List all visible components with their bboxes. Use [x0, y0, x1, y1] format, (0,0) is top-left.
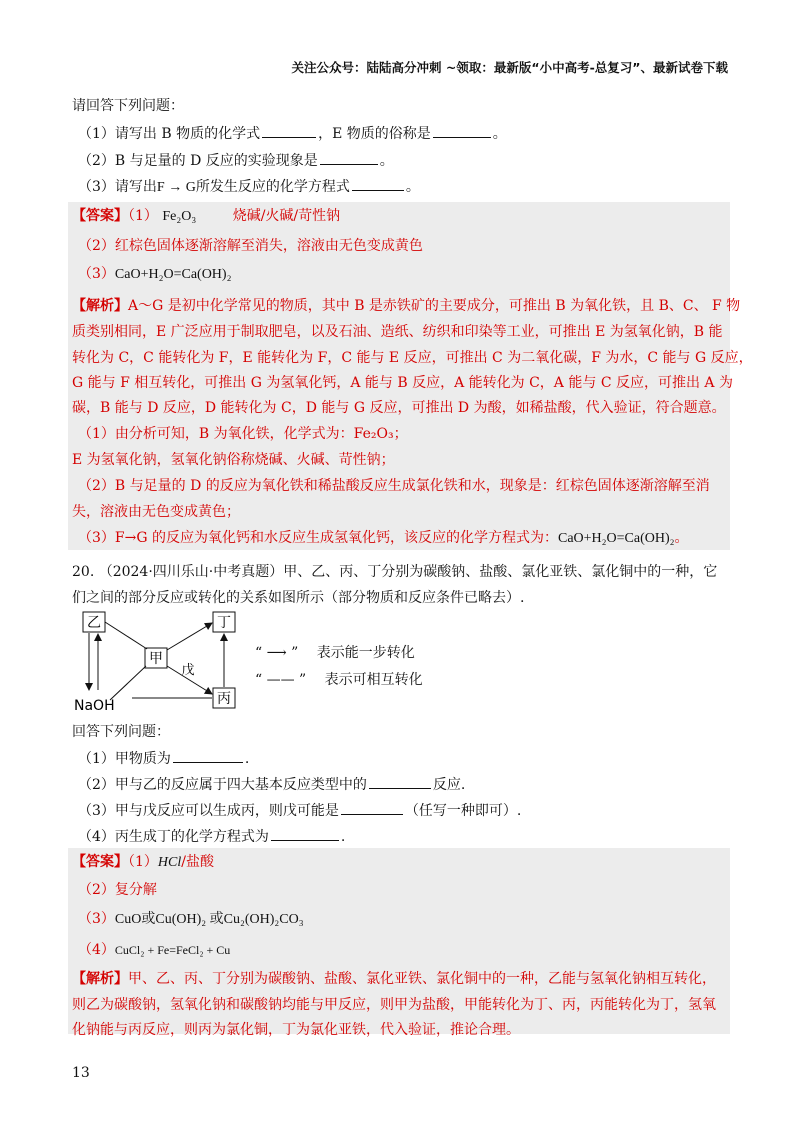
legend-line: “ —— ” 表示可相互转化: [255, 672, 423, 688]
q20-question-2: （2）甲与乙的反应属于四大基本反应类型中的 反应.: [78, 774, 465, 795]
label-naoh: NaOH: [74, 698, 115, 714]
q20-answer-1: 【答案】（1）HCl/盐酸: [72, 854, 214, 870]
q19-answer-2: （2）红棕色固体逐渐溶解至消失，溶液由无色变成黄色: [78, 238, 423, 254]
q20-answer-4: （4）CuCl₂ + Fe=FeCl₂ + Cu: [78, 942, 231, 958]
page-header: 关注公众号：陆陆高分冲刺 ~领取：最新版“小中高考-总复习”、最新试卷下载: [291, 60, 728, 75]
legend-arrow: “ ⟶ ” 表示能一步转化: [255, 645, 415, 661]
label-jia: 甲: [149, 651, 163, 667]
q19-analysis-line-3: 转化为 C，C 能转化为 F，E 能转化为 F，C 能与 E 反应，可推出 C 为二氧化碳，F 为水，C 能与 G 反应，: [72, 350, 753, 366]
q19-prompt: 请回答下列问题：: [72, 98, 184, 114]
q20-stem-line-2: 们之间的部分反应或转化的关系如图所示（部分物质和反应条件已略去）.: [72, 590, 525, 606]
q20-answer-2: （2）复分解: [78, 882, 157, 898]
q20-stem-line-1: 20. （2024·四川乐山·中考真题）甲、乙、丙、丁分别为碳酸钠、盐酸、氯化亚铁、氯化铜中的一种，它: [72, 564, 718, 580]
q20-analysis-line-2: 则乙为碳酸钠，氢氧化钠和碳酸钠均能与甲反应，则甲为盐酸，甲能转化为丁、丙，丙能转化为丁，氢氧: [72, 997, 716, 1013]
page-number: 13: [72, 1065, 90, 1081]
q19-answer-3: （3）CaO+H₂O=Ca(OH)₂: [78, 266, 232, 282]
q19-analysis-line-9: 失，溶液由无色变成黄色；: [72, 504, 240, 520]
q19-question-3: （3）请写出F → G所发生反应的化学方程式 。: [78, 176, 420, 198]
q19-analysis-line-10: （3）F→G 的反应为氧化钙和水反应生成氢氧化钙，该反应的化学方程式为：CaO+H₂O=Ca(OH)₂。: [78, 530, 689, 546]
q19-analysis-line-2: 质类别相同，E 广泛应用于制取肥皂，以及石油、造纸、纺织和印染等工业，可推出 E 为氢氧化钠，B 能: [72, 324, 723, 340]
q19-analysis-line-7: E 为氢氧化钠，氢氧化钠俗称烧碱、火碱、苛性钠；: [72, 452, 395, 468]
label-bing: 丙: [217, 691, 231, 707]
q19-analysis-line-1: 【解析】A～G 是初中化学常见的物质，其中 B 是赤铁矿的主要成分，可推出 B 为氧化铁，且 B、C、 F 物: [72, 298, 741, 314]
q20-analysis-line-1: 【解析】甲、乙、丙、丁分别为碳酸钠、盐酸、氯化亚铁、氯化铜中的一种，乙能与氢氧化钠相互转化，: [72, 971, 716, 987]
q19-question-2: （2）B 与足量的 D 反应的实验现象是 。: [78, 150, 394, 171]
q19-analysis-line-4: G 能与 F 相互转化，可推出 G 为氢氧化钙，A 能与 B 反应，A 能转化为 C，A 能与 C 反应，可推出 A 为: [72, 375, 733, 391]
q19-answer-1: 【答案】（1） Fe₂O₃ 烧碱/火碱/苛性钠: [72, 208, 341, 224]
q20-answer-3: （3）CuO或Cu(OH)₂ 或Cu₂(OH)₂CO₃: [78, 911, 304, 927]
q19-question-1: （1）请写出 B 物质的化学式 ，E 物质的俗称是 。: [78, 123, 507, 144]
label-ding: 丁: [217, 615, 231, 631]
label-wu: 戊: [181, 663, 195, 678]
q20-question-1: （1）甲物质为 .: [78, 748, 249, 769]
label-yi: 乙: [87, 615, 101, 631]
q19-analysis-line-8: （2）B 与足量的 D 的反应为氧化铁和稀盐酸反应生成氯化铁和水，现象是：红棕色固体逐渐溶解至消: [78, 478, 710, 494]
q20-question-4: （4）丙生成丁的化学方程式为 .: [78, 826, 345, 847]
q20-question-3: （3）甲与戊反应可以生成丙，则戊可能是 （任写一种即可）.: [78, 800, 521, 821]
q19-analysis-line-6: （1）由分析可知，B 为氧化铁，化学式为：Fe₂O₃；: [78, 426, 408, 442]
q20-prompt: 回答下列问题：: [72, 724, 170, 740]
q19-analysis-line-5: 碳，B 能与 D 反应，D 能转化为 C，D 能与 G 反应，可推出 D 为酸，如稀盐酸，代入验证，符合题意。: [72, 400, 726, 416]
q20-analysis-line-3: 化钠能与丙反应，则丙为氯化铜，丁为氯化亚铁，代入验证，推论合理。: [72, 1022, 520, 1038]
